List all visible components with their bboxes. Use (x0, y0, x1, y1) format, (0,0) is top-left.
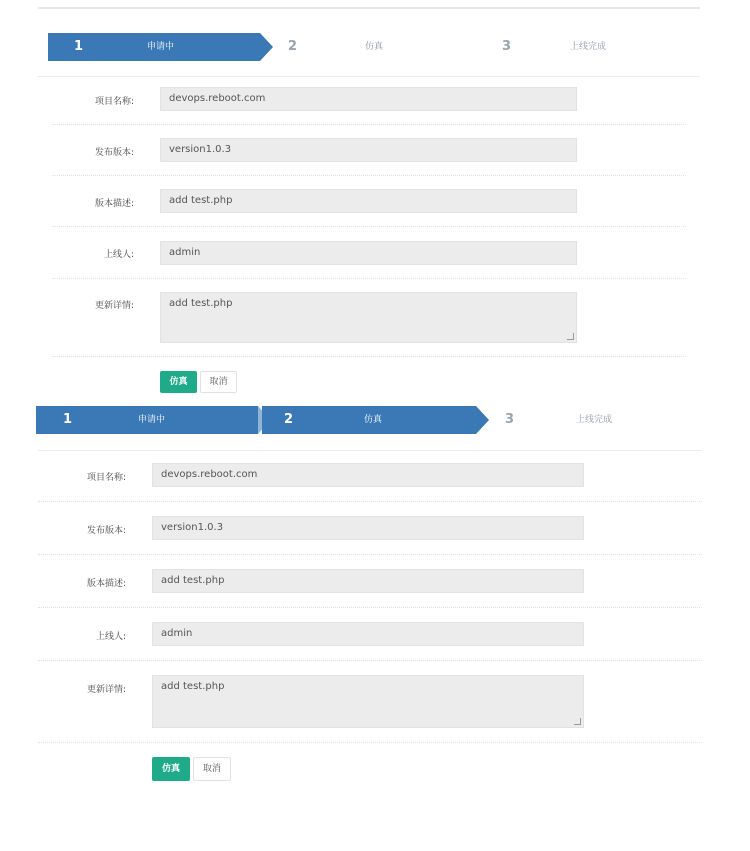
resize-handle[interactable] (567, 333, 574, 340)
step-1[interactable] (48, 33, 260, 61)
step-number: 3 (505, 412, 515, 427)
step-3[interactable] (488, 33, 668, 61)
cancel-button[interactable]: 取消 (200, 371, 237, 393)
row-divider (38, 660, 702, 661)
owner-label: 上线人: (95, 632, 126, 642)
step-number: 2 (284, 412, 294, 427)
row-divider (38, 607, 702, 608)
step-title: 仿真 (365, 42, 384, 52)
step-title: 上线完成 (576, 415, 613, 425)
step-number: 2 (288, 39, 298, 54)
row-divider (38, 501, 702, 502)
row-divider (52, 124, 686, 125)
update-details-text: add test.php (169, 298, 233, 309)
version-desc-label: 版本描述: (94, 199, 134, 209)
release-version-input[interactable]: version1.0.3 (160, 138, 577, 162)
update-details-textarea[interactable] (152, 675, 584, 728)
version-desc-input[interactable]: add test.php (160, 189, 577, 213)
resize-handle[interactable] (574, 718, 581, 725)
step-1[interactable] (36, 406, 258, 434)
step-2[interactable] (262, 406, 476, 434)
step-title: 申请中 (138, 415, 166, 425)
cancel-button[interactable]: 取消 (193, 757, 231, 781)
divider (38, 450, 702, 451)
owner-input[interactable]: admin (160, 241, 577, 265)
row-divider (52, 226, 686, 227)
step-title: 上线完成 (570, 42, 607, 52)
release-version-label: 发布版本: (86, 526, 126, 536)
project-name-label: 项目名称: (94, 97, 134, 107)
step-number: 1 (63, 412, 73, 427)
row-divider (52, 356, 686, 357)
step-number: 3 (502, 39, 512, 54)
step-3[interactable] (496, 406, 686, 434)
project-name-input[interactable]: devops.reboot.com (160, 87, 577, 111)
owner-input[interactable]: admin (152, 622, 584, 646)
update-details-text: add test.php (161, 681, 225, 692)
project-name-input[interactable]: devops.reboot.com (152, 463, 584, 487)
project-name-label: 项目名称: (86, 473, 126, 483)
step-2[interactable] (273, 33, 473, 61)
release-version-input[interactable]: version1.0.3 (152, 516, 584, 540)
owner-label: 上线人: (103, 250, 134, 260)
step-wizard (48, 33, 698, 61)
row-divider (38, 554, 702, 555)
row-divider (52, 175, 686, 176)
step-title: 申请中 (147, 42, 175, 52)
version-desc-label: 版本描述: (86, 579, 126, 589)
simulate-button[interactable]: 仿真 (160, 371, 197, 393)
update-details-textarea[interactable] (160, 292, 577, 343)
row-divider (38, 742, 702, 743)
update-details-label: 更新详情: (86, 685, 126, 695)
step-arrow (476, 406, 489, 434)
row-divider (52, 278, 686, 279)
step-wizard (36, 406, 702, 434)
step-number: 1 (74, 39, 84, 54)
update-details-label: 更新详情: (94, 301, 134, 311)
top-divider (38, 7, 700, 9)
version-desc-input[interactable]: add test.php (152, 569, 584, 593)
release-version-label: 发布版本: (94, 148, 134, 158)
divider (38, 76, 700, 77)
step-title: 仿真 (364, 415, 383, 425)
simulate-button[interactable]: 仿真 (152, 757, 190, 781)
step-arrow (260, 33, 273, 61)
